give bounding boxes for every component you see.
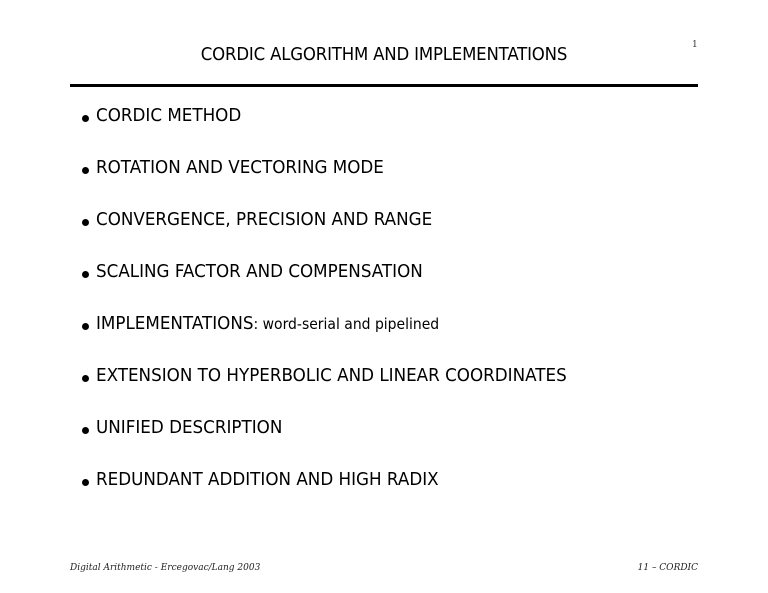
slide-title: CORDIC ALGORITHM AND IMPLEMENTATIONS bbox=[200, 44, 568, 65]
list-item-text bbox=[96, 364, 567, 388]
list-item-text bbox=[96, 156, 384, 180]
footer-chapter: 11 – CORDIC bbox=[637, 563, 698, 573]
list-item bbox=[82, 156, 602, 208]
list-item-label: ROTATION AND VECTORING MODE bbox=[96, 157, 384, 178]
list-item-text bbox=[96, 416, 282, 440]
list-item bbox=[82, 208, 602, 260]
bullet-icon bbox=[82, 219, 89, 226]
list-item-text bbox=[96, 208, 432, 232]
topic-list bbox=[82, 104, 602, 520]
list-item bbox=[82, 468, 602, 520]
list-item bbox=[82, 104, 602, 156]
list-item-suffix: : word-serial and pipelined bbox=[253, 315, 440, 333]
page-number: 1 bbox=[692, 40, 698, 50]
bullet-icon bbox=[82, 427, 89, 434]
bullet-icon bbox=[82, 479, 89, 486]
list-item-label: CONVERGENCE, PRECISION AND RANGE bbox=[96, 209, 433, 230]
list-item-text bbox=[96, 260, 423, 284]
list-item-label: CORDIC METHOD bbox=[96, 105, 242, 126]
list-item-label: REDUNDANT ADDITION AND HIGH RADIX bbox=[96, 469, 439, 490]
list-item bbox=[82, 416, 602, 468]
bullet-icon bbox=[82, 167, 89, 174]
list-item bbox=[82, 364, 602, 416]
footer-source: Digital Arithmetic - Ercegovac/Lang 2003 bbox=[70, 563, 261, 573]
list-item-label: IMPLEMENTATIONS bbox=[96, 313, 254, 334]
list-item-label: UNIFIED DESCRIPTION bbox=[96, 417, 283, 438]
bullet-icon bbox=[82, 323, 89, 330]
title-divider bbox=[70, 84, 698, 87]
list-item-text bbox=[96, 468, 439, 492]
list-item-text bbox=[96, 312, 439, 336]
bullet-icon bbox=[82, 375, 89, 382]
list-item-label: EXTENSION TO HYPERBOLIC AND LINEAR COORDINATES bbox=[96, 365, 567, 386]
bullet-icon bbox=[82, 115, 89, 122]
list-item bbox=[82, 312, 602, 364]
list-item bbox=[82, 260, 602, 312]
bullet-icon bbox=[82, 271, 89, 278]
list-item-text bbox=[96, 104, 241, 128]
list-item-label: SCALING FACTOR AND COMPENSATION bbox=[96, 261, 423, 282]
